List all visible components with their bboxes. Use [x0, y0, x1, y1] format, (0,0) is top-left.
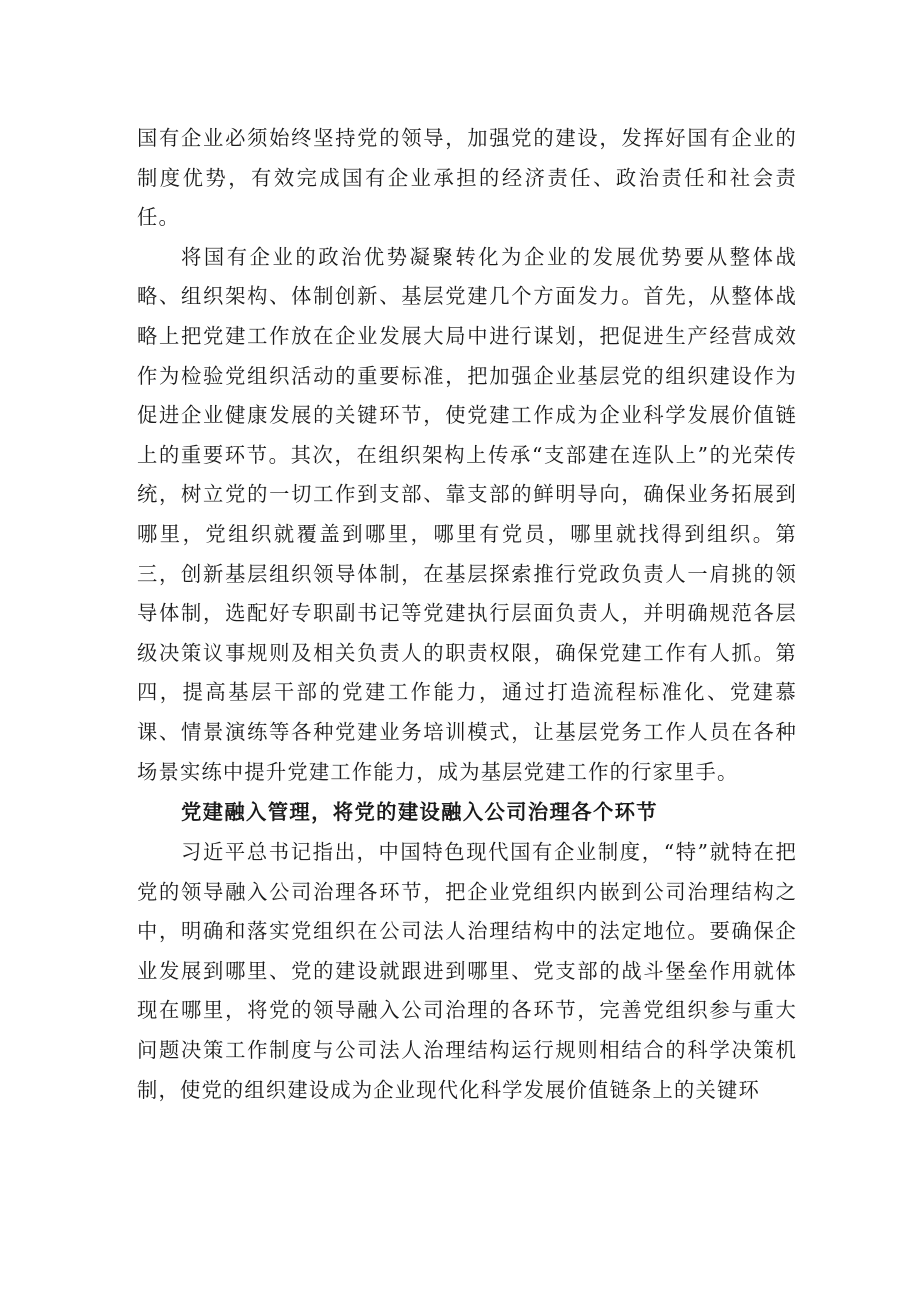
paragraph-continued: 国有企业必须始终坚持党的领导，加强党的建设，发挥好国有企业的制度优势，有效完成国有企业承担的经济责任、政治责任和社会责任。 [137, 126, 797, 230]
paragraph-corporate-governance: 习近平总书记指出，中国特色现代国有企业制度，“特”就特在把党的领导融入公司治理各环节，把企业党组织内嵌到公司治理结构之中，明确和落实党组织在公司法人治理结构中的法定地位。要确保企业发展到哪里、党的建设就跟进到哪里、党支部的战斗堡垒作用就体现在哪里，将党的领导融入公司治理的各环节，完善党组织参与重大问题决策工作制度与公司法人治理结构运行规则相结合的科学决策机制，使党的组织建设成为企业现代化科学发展价值链条上的关键环 [137, 840, 797, 1102]
document-body [137, 119, 797, 1110]
section-heading: 党建融入管理，将党的建设融入公司治理各个环节 [181, 800, 658, 825]
paragraph-development-advantages: 将国有企业的政治优势凝聚转化为企业的发展优势要从整体战略、组织架构、体制创新、基层党建几个方面发力。首先，从整体战略上把党建工作放在企业发展大局中进行谋划，把促进生产经营成效作为检验党组织活动的重要标准，把加强企业基层党的组织建设作为促进企业健康发展的关键环节，使党建工作成为企业科学发展价值链上的重要环节。其次，在组织架构上传承“支部建在连队上”的光荣传统，树立党的一切工作到支部、靠支部的鲜明导向，确保业务拓展到哪里，党组织就覆盖到哪里，哪里有党员，哪里就找得到组织。第三，创新基层组织领导体制，在基层探索推行党政负责人一肩挑的领导体制，选配好专职副书记等党建执行层面负责人，并明确规范各层级决策议事规则及相关负责人的职责权限，确保党建工作有人抓。第四，提高基层干部的党建工作能力，通过打造流程标准化、党建慕课、情景演练等各种党建业务培训模式，让基层党务工作人员在各种场景实练中提升党建工作能力，成为基层党建工作的行家里手。 [137, 244, 797, 784]
